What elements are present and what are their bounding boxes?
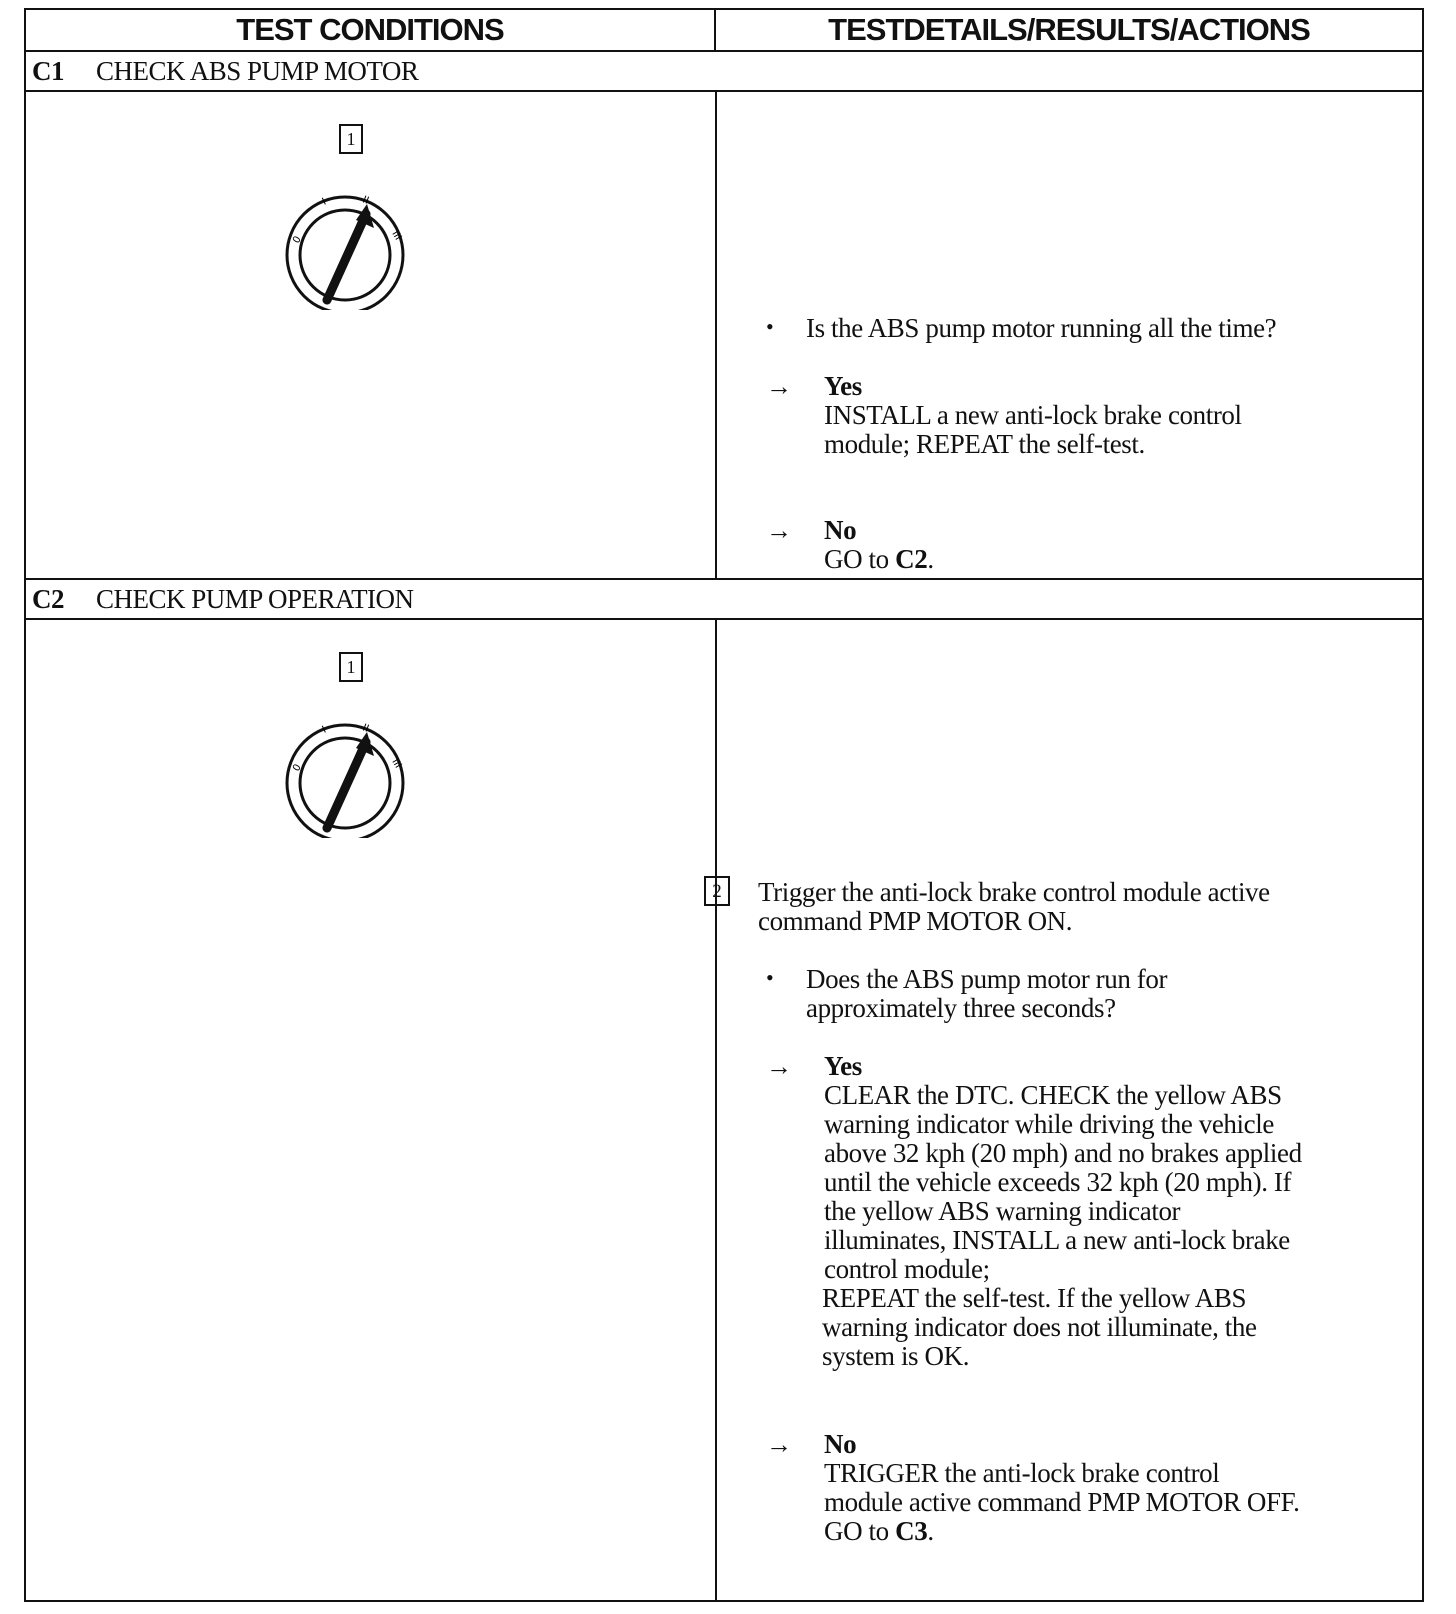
step-c2-no-line: module active command PMP MOTOR OFF. [824, 1487, 1300, 1517]
step-c2-yes-line: warning indicator does not illuminate, the [822, 1312, 1257, 1342]
step-c2-yes-line: the yellow ABS warning indicator [824, 1196, 1181, 1226]
step-c2-no-target: C3 [895, 1516, 928, 1546]
diagnostic-test-sheet [24, 8, 1424, 1602]
header-test-details: TESTDETAILS/RESULTS/ACTIONS [828, 12, 1310, 47]
step-c1-question: Is the ABS pump motor running all the time? [806, 313, 1277, 343]
step-c1-title: CHECK ABS PUMP MOTOR [96, 56, 419, 86]
step-c2-no-line: TRIGGER the anti-lock brake control [824, 1458, 1220, 1488]
svg-text:II: II [360, 722, 371, 735]
right-arrow-icon: → [766, 1052, 792, 1081]
step-c2-yes-line: REPEAT the self-test. If the yellow ABS [822, 1283, 1247, 1313]
column-divider [715, 618, 717, 1600]
svg-text:0: 0 [291, 234, 304, 246]
step-c1-no-target: C2 [895, 544, 928, 574]
column-divider [715, 90, 717, 578]
step-c2-yes-line: illuminates, INSTALL a new anti-lock brake [824, 1225, 1290, 1255]
step-c2-number: C2 [32, 584, 64, 614]
step-c2-yes-line: CLEAR the DTC. CHECK the yellow ABS [824, 1080, 1282, 1110]
step-c1-no-action [824, 545, 934, 574]
svg-text:II: II [360, 194, 371, 207]
bullet-icon: • [766, 314, 774, 339]
step-c1-title-row [32, 52, 418, 88]
step-c2-action-number-box: 2 [704, 876, 730, 906]
step-c2-no-action [824, 1517, 934, 1546]
bullet-icon: • [766, 965, 774, 990]
step-c1-ignition-number-box: 1 [339, 124, 363, 154]
step-c1-no-label: No [824, 515, 857, 545]
step-c2-question-line: approximately three seconds? [806, 993, 1116, 1023]
step-c2-no-prefix: GO to [824, 1516, 896, 1546]
step-c1-no-suffix: . [927, 544, 934, 574]
step-c1-no-prefix: GO to [824, 544, 896, 574]
step-c1-number: C1 [32, 56, 64, 86]
svg-text:I: I [320, 196, 328, 208]
right-arrow-icon: → [766, 1430, 792, 1459]
step-c2-title: CHECK PUMP OPERATION [96, 584, 414, 614]
step-c2-yes-line: warning indicator while driving the vehicle [824, 1109, 1274, 1139]
step-c2-action-line: command PMP MOTOR ON. [758, 906, 1073, 936]
divider [26, 618, 1422, 620]
step-c1-yes-line: INSTALL a new anti-lock brake control [824, 400, 1242, 430]
step-c2-yes-line: above 32 kph (20 mph) and no brakes applied [824, 1138, 1302, 1168]
divider [26, 90, 1422, 92]
svg-text:III: III [389, 229, 404, 243]
step-c2-no-suffix: . [927, 1516, 934, 1546]
svg-text:I: I [320, 724, 328, 736]
step-c1-yes-line: module; REPEAT the self-test. [824, 429, 1145, 459]
svg-text:0: 0 [291, 762, 304, 774]
step-c2-action-line: Trigger the anti-lock brake control module active [758, 877, 1270, 907]
step-c1-yes-label: Yes [824, 371, 862, 401]
right-arrow-icon: → [766, 372, 792, 401]
step-c2-ignition-number-box: 1 [339, 652, 363, 682]
ignition-key-switch-icon [284, 688, 434, 838]
step-c2-question-line: Does the ABS pump motor run for [806, 964, 1168, 994]
right-arrow-icon: → [766, 516, 792, 545]
step-c2-no-label: No [824, 1429, 857, 1459]
header-test-conditions: TEST CONDITIONS [26, 10, 716, 50]
svg-text:III: III [389, 757, 404, 771]
ignition-key-switch-icon [284, 160, 434, 310]
step-c2-title-row [32, 580, 414, 616]
step-c2-yes-line: control module; [824, 1254, 990, 1284]
step-c2-yes-line: system is OK. [822, 1341, 970, 1371]
step-c2-yes-line: until the vehicle exceeds 32 kph (20 mph). If [824, 1167, 1292, 1197]
step-c2-yes-label: Yes [824, 1051, 862, 1081]
